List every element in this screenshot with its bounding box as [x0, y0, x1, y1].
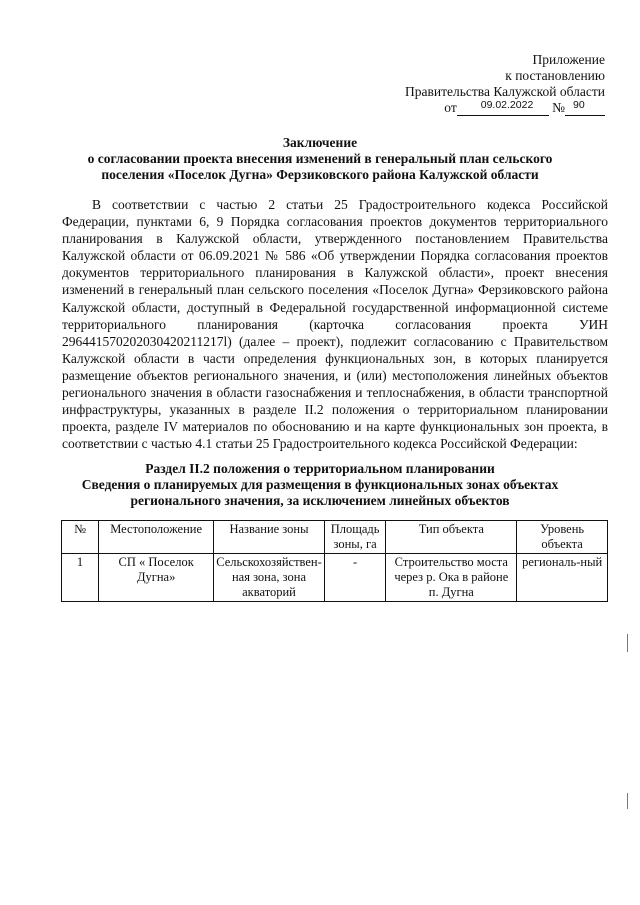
document-title [0, 135, 640, 183]
title-line-1: Заключение [282, 135, 358, 150]
date-underline [457, 101, 549, 116]
table-header-row [62, 521, 608, 554]
header-to-resolution: к постановлению [505, 68, 605, 83]
scan-mark [627, 793, 628, 809]
header-date-line [444, 100, 605, 116]
header-appendix: Приложение [532, 52, 605, 67]
header-cell-number: № [62, 521, 99, 554]
date-prefix: от [444, 100, 457, 115]
section-title-line-3: регионального значения, за исключением линейных объектов [130, 493, 510, 508]
date-value: 09.02.2022 [480, 99, 534, 111]
cell-location: СП « Поселок Дугна» [99, 554, 214, 602]
number-underline [565, 101, 605, 116]
title-line-3: поселения «Поселок Дугна» Ферзиковского района Калужской области [101, 167, 539, 182]
section-title-line-2: Сведения о планируемых для размещения в функциональных зонах объектах [81, 477, 559, 492]
document-header [405, 52, 605, 116]
header-government: Правительства Калужской области [404, 84, 605, 99]
cell-object-type: Строительство моста через р. Ока в районе п. Дугна [386, 554, 517, 602]
cell-zone-name: Сельскохозяйствен-ная зона, зона акваторий [214, 554, 325, 602]
body-paragraph: В соответствии с частью 2 статьи 25 Градостроительного кодекса Российской Федерации, пунктами 6, 9 Порядка согласования проектов документов территориального планирования в Калужской области, утвержденного постановлением Правительства Калужской области от 06.09.2021 № 586 «Об утверждении Порядка согласования проектов документов территориального планирования в Калужской области», проект внесения изменений в генеральный план сельского поселения «Поселок Дугна» Ферзиковского района Калужской области, доступный в Федеральной государственной информационной системе территориального планирования (карточка согласования проекта УИН 296441570202030420211217l) (далее – проект), подлежит согласованию с Правительством Калужской области в части определения функциональных зон, в которых планируется размещение объектов регионального значения, и (или) местоположения линейных объектов регионального значения в области газоснабжения и теплоснабжения, в области транспортной инфраструктуры, указанных в разделе II.2 положения о территориальном планировании проекта, разделе IV материалов по обоснованию и на карте функциональных зон проекта, в соответствии с частью 4.1 статьи 25 Градостроительного кодекса Российской Федерации: [62, 197, 608, 452]
header-cell-area: Площадь зоны, га [324, 521, 386, 554]
cell-object-level: региональ-ный [517, 554, 608, 602]
section-title-line-1: Раздел II.2 положения о территориальном планировании [145, 461, 495, 476]
title-line-2: о согласовании проекта внесения изменений в генеральный план сельского [87, 151, 553, 166]
scan-mark [627, 634, 628, 652]
number-value: 90 [573, 99, 585, 111]
header-cell-object-level: Уровень объекта [517, 521, 608, 554]
table-row [62, 554, 608, 602]
header-cell-zone-name: Название зоны [214, 521, 325, 554]
number-prefix: № [552, 100, 565, 115]
objects-table [61, 520, 608, 602]
header-cell-object-type: Тип объекта [386, 521, 517, 554]
section-heading [0, 461, 640, 509]
header-cell-location: Местоположение [99, 521, 214, 554]
cell-area: - [324, 554, 386, 602]
cell-number: 1 [62, 554, 99, 602]
